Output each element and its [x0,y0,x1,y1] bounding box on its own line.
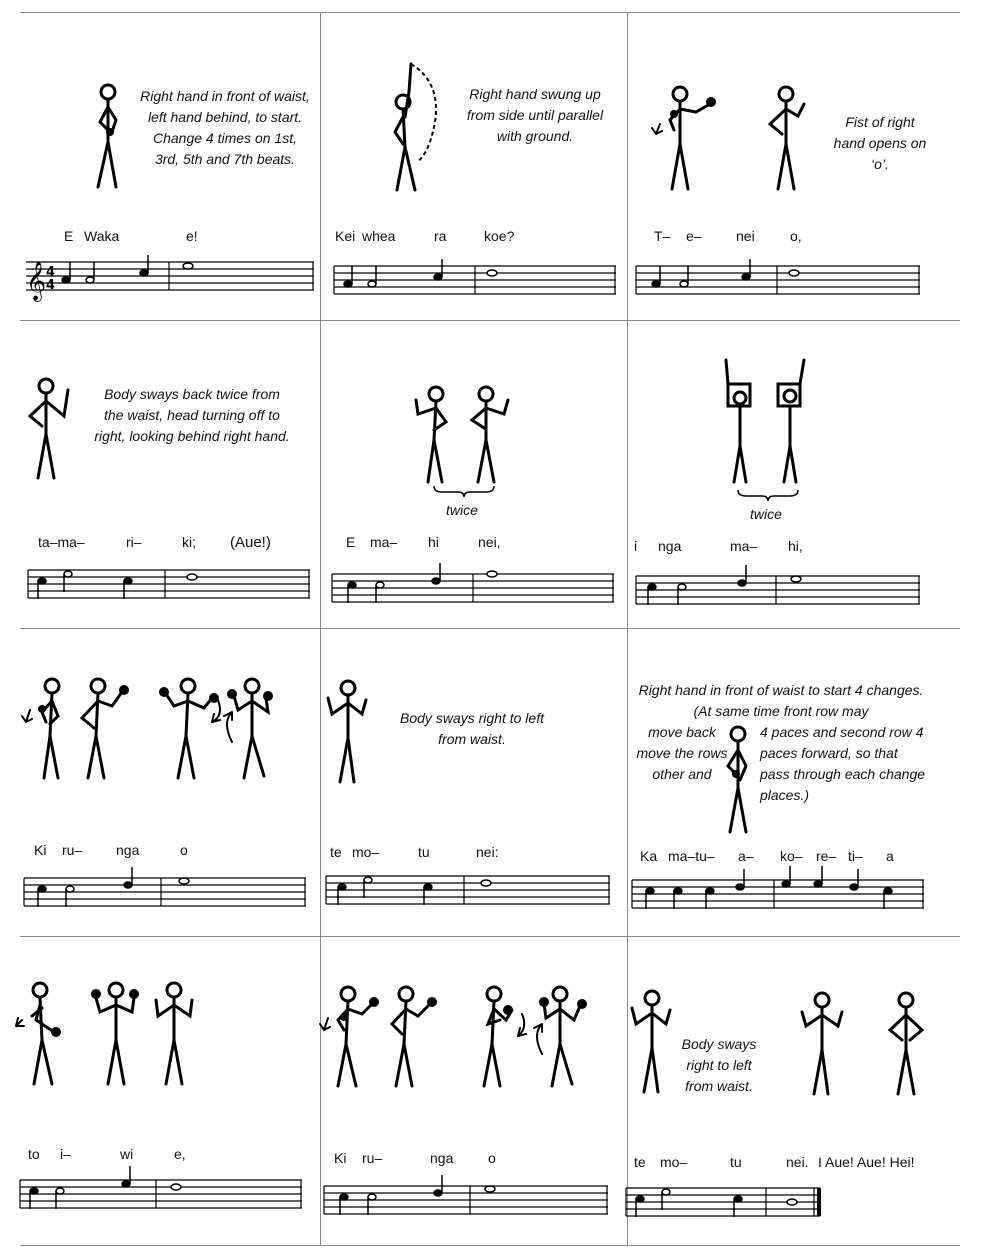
lyric-syllable: E [346,534,356,550]
music-staff [326,872,610,898]
lyric-syllable: ma–tu– [668,848,715,864]
lyric-syllable: ru– [62,842,83,858]
music-staff [26,258,314,301]
lyric-syllable: E [64,228,74,244]
lyric-syllable: te [330,844,342,860]
lyric-syllable: ko– [780,848,803,864]
music-staff [636,572,920,598]
stick-figure-icon [628,988,678,1098]
lyric-syllable: nei: [476,844,499,860]
stick-figure-icon [14,980,204,1090]
grid-line [20,12,960,13]
grid-line [20,1245,960,1246]
lyric-syllable: e, [174,1146,186,1162]
lyric-syllable: ki; [182,534,196,550]
lyric-syllable: nga [658,538,682,554]
stick-figure-icon [760,84,810,194]
music-staff [324,1182,608,1208]
instruction-text: Body sways right to left from waist. [681,1036,757,1094]
lyric-syllable: whea [362,228,396,244]
lyric-syllable: I Aue! Aue! Hei! [818,1154,915,1170]
lyric-syllable: Waka [84,228,120,244]
lyric-syllable: (Aue!) [230,534,271,551]
lyric-syllable: ra [434,228,447,244]
svg-text:𝄞: 𝄞 [26,261,47,301]
music-staff [28,566,310,592]
lyric-syllable: to [28,1146,40,1162]
lyric-syllable: o [180,842,188,858]
lyric-syllable: hi [428,534,439,550]
lyric-syllable: koe? [484,228,515,244]
lyric-syllable: Ki [334,1150,347,1166]
lyric-syllable: nga [116,842,140,858]
instruction-text: Right hand in front of waist to start 4 changes. (At same time front row may [638,682,924,719]
lyric-syllable: Kei [335,228,356,244]
lyric-syllable: i– [60,1146,71,1162]
stick-figure-icon [412,382,532,492]
lyric-syllable: mo– [352,844,380,860]
lyric-syllable: ru– [362,1150,383,1166]
instruction-text: Body sways right to left from waist. [400,710,544,747]
music-staff [20,1176,302,1202]
lyric-syllable: tu [418,844,430,860]
lyric-syllable: wi [120,1146,134,1162]
lyric-syllable: ta–ma– [38,534,85,550]
lyric-syllable: ma– [730,538,758,554]
stick-figure-icon [324,678,374,788]
grid-line [20,628,960,629]
lyric-syllable: Ki [34,842,47,858]
music-staff [24,874,306,900]
lyric-syllable: nga [430,1150,454,1166]
lyric-syllable: te [634,1154,646,1170]
lyric-syllable: o [488,1150,496,1166]
lyric-syllable: T– [654,228,671,244]
instruction-text: move back move the rows other and [636,724,728,782]
music-staff [332,570,614,596]
music-staff [626,1184,822,1210]
lyric-syllable: e! [186,228,198,244]
grid-line [20,320,960,321]
lyric-syllable: a [886,848,894,864]
stick-figure-icon [385,62,445,192]
grid-line [20,936,960,937]
twice-caption: twice [446,502,478,518]
stick-figure-icon [718,356,818,486]
music-staff [334,262,616,288]
lyric-syllable: nei [736,228,755,244]
lyric-syllable: Ka [640,848,658,864]
stick-figure-icon [18,676,308,786]
stick-figure-icon [88,82,138,192]
instruction-text: Body sways back twice from the waist, head turning off to right, looking behind right hand. [94,386,290,444]
brace-icon [736,488,800,502]
music-staff [632,876,924,902]
instruction-text: 4 paces and second row 4 paces forward, so that pass through each change places.) [760,724,926,803]
instruction-text: Right hand in front of waist, left hand behind, to start. Change 4 times on 1st, 3rd, 5th and 7th beats. [140,88,310,167]
stick-figure-icon [650,84,720,194]
lyric-syllable: nei, [478,534,501,550]
lyric-syllable: o, [790,228,802,244]
stick-figure-icon [798,990,848,1100]
lyric-syllable: re– [816,848,837,864]
stick-figure-icon [24,376,80,482]
lyric-syllable: tu [730,1154,742,1170]
lyric-syllable: hi, [788,538,803,554]
lyric-syllable: i [634,538,638,554]
brace-icon [432,484,496,498]
lyric-syllable: a– [738,848,754,864]
stick-figure-icon [880,990,930,1100]
lyric-syllable: ti– [848,848,863,864]
stick-figure-icon [720,724,760,836]
stick-figure-icon [318,984,598,1094]
lyric-syllable: ma– [370,534,398,550]
svg-text:4: 4 [46,265,56,280]
instruction-text: Fist of right hand opens on ‘o’. [833,114,927,172]
music-staff [636,262,920,288]
twice-caption: twice [750,506,782,522]
lyric-syllable: ri– [126,534,142,550]
lyric-syllable: nei. [786,1154,809,1170]
lyric-syllable: e– [686,228,702,244]
instruction-text: Right hand swung up from side until parallel with ground. [466,86,604,144]
lyric-syllable: mo– [660,1154,688,1170]
svg-text:4: 4 [46,278,56,293]
